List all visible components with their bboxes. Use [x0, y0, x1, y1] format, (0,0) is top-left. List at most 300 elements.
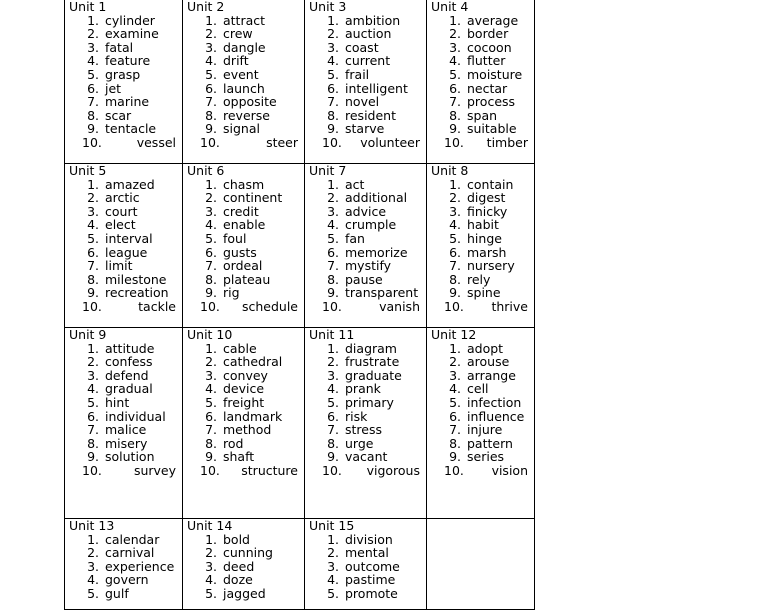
vocab-word: league	[105, 244, 148, 260]
unit-cell	[65, 328, 183, 519]
list-item	[187, 410, 304, 424]
list-item	[309, 382, 426, 396]
unit-title: Unit 5	[69, 163, 107, 178]
item-number: 8.	[87, 435, 99, 451]
item-number: 1.	[449, 12, 461, 28]
item-number: 3.	[327, 558, 339, 574]
item-number: 4.	[205, 217, 217, 233]
list-item	[69, 410, 182, 424]
vocab-word: graduate	[345, 367, 402, 383]
item-number: 3.	[449, 367, 461, 383]
vocab-word: rely	[467, 271, 491, 287]
item-number: 1.	[205, 176, 217, 192]
item-number: 9.	[449, 121, 461, 137]
list-item	[187, 273, 304, 287]
list-item	[69, 232, 182, 246]
vocab-word: crumple	[345, 217, 397, 233]
item-number: 2.	[87, 190, 99, 206]
table-row	[65, 328, 535, 519]
list-item	[431, 68, 534, 82]
list-item	[69, 54, 182, 68]
item-number: 9.	[449, 449, 461, 465]
item-number: 8.	[327, 271, 339, 287]
vocab-word: starve	[345, 121, 385, 137]
list-item	[309, 109, 426, 123]
list-item	[309, 191, 426, 205]
vocab-word: average	[467, 12, 519, 28]
item-number: 4.	[87, 381, 99, 397]
unit-cell	[305, 0, 427, 164]
item-number: 5.	[87, 585, 99, 601]
word-list	[69, 342, 182, 478]
item-number: 7.	[205, 94, 217, 110]
list-item	[309, 246, 426, 260]
vocab-word: act	[345, 176, 365, 192]
item-number: 5.	[449, 394, 461, 410]
list-item	[309, 355, 426, 369]
word-list	[431, 14, 534, 150]
item-number: 6.	[205, 80, 217, 96]
vocab-word: cable	[223, 340, 257, 356]
item-number: 8.	[205, 107, 217, 123]
list-item	[431, 355, 534, 369]
item-number: 1.	[327, 531, 339, 547]
vocab-word: resident	[345, 107, 396, 123]
item-number: 7.	[327, 422, 339, 438]
item-number: 6.	[87, 244, 99, 260]
vocab-word: launch	[223, 80, 265, 96]
list-item	[309, 136, 426, 150]
vocab-word: elect	[105, 217, 136, 233]
list-item	[187, 54, 304, 68]
item-number: 5.	[205, 230, 217, 246]
list-item	[187, 14, 304, 28]
vocab-word: fatal	[105, 39, 134, 55]
item-number: 6.	[449, 408, 461, 424]
vocab-word: vanish	[379, 298, 420, 314]
vocab-word: grasp	[105, 66, 141, 82]
unit-cell	[427, 328, 535, 519]
item-number: 8.	[87, 271, 99, 287]
vocab-word: carnival	[105, 545, 155, 561]
item-number: 7.	[87, 94, 99, 110]
list-item	[187, 246, 304, 260]
vocab-word: solution	[105, 449, 155, 465]
unit-title: Unit 4	[431, 0, 469, 14]
vocab-word: scar	[105, 107, 132, 123]
vocab-word: shaft	[223, 449, 255, 465]
vocab-word: foul	[223, 230, 247, 246]
item-number: 1.	[449, 340, 461, 356]
list-item	[309, 450, 426, 464]
vocab-word: confess	[105, 354, 153, 370]
item-number: 5.	[205, 585, 217, 601]
vocab-word: moisture	[467, 66, 523, 82]
vocab-word: primary	[345, 394, 394, 410]
item-number: 1.	[205, 340, 217, 356]
unit-cell	[183, 519, 305, 610]
item-number: 5.	[449, 230, 461, 246]
unit-cell	[65, 0, 183, 164]
list-item	[309, 259, 426, 273]
item-number: 9.	[205, 285, 217, 301]
list-item	[69, 273, 182, 287]
list-item	[431, 14, 534, 28]
item-number: 2.	[449, 354, 461, 370]
unit-cell	[183, 328, 305, 519]
list-item	[431, 450, 534, 464]
unit-cell	[183, 0, 305, 164]
vocab-word: transparent	[345, 285, 419, 301]
list-item	[309, 27, 426, 41]
item-number: 9.	[87, 121, 99, 137]
item-number: 2.	[87, 354, 99, 370]
item-number: 2.	[205, 190, 217, 206]
vocab-word: deed	[223, 558, 255, 574]
list-item	[309, 218, 426, 232]
item-number: 3.	[87, 367, 99, 383]
list-item	[187, 218, 304, 232]
vocab-word: gradual	[105, 381, 153, 397]
unit-cell	[65, 519, 183, 610]
word-list	[69, 14, 182, 150]
vocab-word: recreation	[105, 285, 169, 301]
item-number: 5.	[327, 66, 339, 82]
list-item	[187, 109, 304, 123]
vocab-word: finicky	[467, 203, 508, 219]
list-item	[187, 205, 304, 219]
word-list	[309, 533, 426, 601]
vocab-word: interval	[105, 230, 153, 246]
vocab-word: fan	[345, 230, 365, 246]
list-item	[69, 300, 182, 314]
unit-title: Unit 10	[187, 327, 233, 342]
vocab-word: hinge	[467, 230, 502, 246]
unit-cell	[183, 164, 305, 328]
item-number: 6.	[205, 244, 217, 260]
list-item	[309, 14, 426, 28]
item-number: 2.	[205, 26, 217, 42]
list-item	[431, 82, 534, 96]
vocab-word: gusts	[223, 244, 257, 260]
item-number: 7.	[449, 422, 461, 438]
item-number: 8.	[87, 107, 99, 123]
item-number: 4.	[327, 572, 339, 588]
item-number: 6.	[449, 244, 461, 260]
list-item	[187, 259, 304, 273]
item-number: 9.	[87, 449, 99, 465]
vocab-word: attract	[223, 12, 266, 28]
item-number: 8.	[449, 435, 461, 451]
item-number: 3.	[205, 558, 217, 574]
list-item	[69, 178, 182, 192]
list-item	[187, 178, 304, 192]
vocab-word: dangle	[223, 39, 266, 55]
list-item	[187, 122, 304, 136]
vocab-word: advice	[345, 203, 387, 219]
list-item	[69, 396, 182, 410]
item-number: 7.	[327, 258, 339, 274]
vocab-word: process	[467, 94, 516, 110]
list-item	[187, 232, 304, 246]
list-item	[187, 68, 304, 82]
vocab-word: influence	[467, 408, 525, 424]
unit-title: Unit 8	[431, 163, 469, 178]
item-number: 10.	[82, 462, 102, 478]
list-item	[431, 109, 534, 123]
item-number: 3.	[87, 39, 99, 55]
vocab-word: additional	[345, 190, 408, 206]
item-number: 5.	[327, 230, 339, 246]
vocab-word: drift	[223, 53, 249, 69]
item-number: 6.	[87, 408, 99, 424]
item-number: 1.	[205, 531, 217, 547]
list-item	[187, 342, 304, 356]
list-item	[431, 423, 534, 437]
vocab-word: injure	[467, 422, 503, 438]
list-item	[187, 191, 304, 205]
item-number: 2.	[87, 545, 99, 561]
list-item	[431, 300, 534, 314]
item-number: 3.	[327, 203, 339, 219]
item-number: 4.	[205, 381, 217, 397]
vocab-word: cylinder	[105, 12, 155, 28]
list-item	[431, 369, 534, 383]
vocab-word: attitude	[105, 340, 155, 356]
list-item	[69, 450, 182, 464]
item-number: 9.	[205, 449, 217, 465]
vocab-word: auction	[345, 26, 392, 42]
vocab-word: method	[223, 422, 272, 438]
vocab-word: cocoon	[467, 39, 512, 55]
unit-title: Unit 1	[69, 0, 107, 14]
list-item	[431, 464, 534, 478]
list-item	[69, 122, 182, 136]
unit-title: Unit 6	[187, 163, 225, 178]
vocab-word: border	[467, 26, 509, 42]
list-item	[309, 464, 426, 478]
list-item	[431, 342, 534, 356]
vocab-word: cunning	[223, 545, 273, 561]
item-number: 5.	[205, 394, 217, 410]
item-number: 4.	[449, 381, 461, 397]
list-item	[69, 191, 182, 205]
item-number: 4.	[87, 217, 99, 233]
list-item	[431, 382, 534, 396]
item-number: 3.	[327, 39, 339, 55]
item-number: 7.	[205, 258, 217, 274]
vocab-word: landmark	[223, 408, 283, 424]
item-number: 6.	[205, 408, 217, 424]
vocab-word: nectar	[467, 80, 508, 96]
vocab-word: freight	[223, 394, 265, 410]
vocab-word: milestone	[105, 271, 167, 287]
list-item	[187, 573, 304, 587]
list-item	[309, 369, 426, 383]
item-number: 5.	[449, 66, 461, 82]
list-item	[69, 546, 182, 560]
item-number: 1.	[87, 12, 99, 28]
item-number: 1.	[87, 531, 99, 547]
item-number: 4.	[327, 381, 339, 397]
list-item	[187, 396, 304, 410]
list-item	[69, 109, 182, 123]
item-number: 8.	[205, 435, 217, 451]
item-number: 2.	[449, 190, 461, 206]
list-item	[309, 41, 426, 55]
unit-title: Unit 3	[309, 0, 347, 14]
vocab-word: pattern	[467, 435, 513, 451]
unit-title: Unit 9	[69, 327, 107, 342]
vocab-word: misery	[105, 435, 148, 451]
word-list	[69, 178, 182, 314]
list-item	[309, 300, 426, 314]
vocab-word: limit	[105, 258, 133, 274]
list-item	[69, 205, 182, 219]
vocab-word: marsh	[467, 244, 507, 260]
list-item	[431, 41, 534, 55]
list-item	[69, 82, 182, 96]
item-number: 5.	[87, 394, 99, 410]
unit-title: Unit 12	[431, 327, 477, 342]
vocab-word: pastime	[345, 572, 396, 588]
list-item	[309, 178, 426, 192]
item-number: 1.	[449, 176, 461, 192]
list-item	[69, 14, 182, 28]
vocab-word: survey	[133, 462, 176, 478]
list-item	[187, 533, 304, 547]
vocab-word: infection	[467, 394, 522, 410]
vocab-word: frail	[345, 66, 370, 82]
item-number: 5.	[87, 230, 99, 246]
word-list	[187, 14, 304, 150]
vocab-word: schedule	[241, 298, 298, 314]
item-number: 4.	[327, 217, 339, 233]
list-item	[431, 122, 534, 136]
item-number: 3.	[205, 39, 217, 55]
list-item	[187, 369, 304, 383]
vocab-word: marine	[105, 94, 150, 110]
list-item	[431, 437, 534, 451]
list-item	[187, 82, 304, 96]
list-item	[187, 464, 304, 478]
list-item	[431, 54, 534, 68]
item-number: 7.	[449, 258, 461, 274]
vocab-word: series	[467, 449, 505, 465]
item-number: 2.	[205, 354, 217, 370]
vocab-word: stress	[345, 422, 382, 438]
list-item	[69, 246, 182, 260]
list-item	[309, 205, 426, 219]
unit-title: Unit 14	[187, 518, 233, 533]
list-item	[187, 136, 304, 150]
item-number: 3.	[327, 367, 339, 383]
vocab-word: bold	[223, 531, 250, 547]
item-number: 2.	[327, 26, 339, 42]
vocab-word: govern	[105, 572, 149, 588]
word-list	[309, 14, 426, 150]
list-item	[309, 54, 426, 68]
list-item	[187, 41, 304, 55]
vocab-word: flutter	[467, 53, 506, 69]
item-number: 10.	[200, 134, 220, 150]
item-number: 10.	[444, 298, 464, 314]
item-number: 2.	[205, 545, 217, 561]
vocab-word: hint	[105, 394, 130, 410]
table-row	[65, 0, 535, 164]
item-number: 5.	[205, 66, 217, 82]
item-number: 2.	[449, 26, 461, 42]
list-item	[69, 342, 182, 356]
list-item	[431, 232, 534, 246]
item-number: 6.	[327, 244, 339, 260]
item-number: 2.	[327, 190, 339, 206]
item-number: 3.	[449, 39, 461, 55]
vocab-word: frustrate	[345, 354, 400, 370]
vocab-word: thrive	[491, 298, 528, 314]
unit-title: Unit 13	[69, 518, 115, 533]
list-item	[69, 560, 182, 574]
item-number: 8.	[449, 271, 461, 287]
item-number: 7.	[205, 422, 217, 438]
item-number: 4.	[205, 572, 217, 588]
unit-cell	[427, 164, 535, 328]
item-number: 9.	[327, 121, 339, 137]
item-number: 2.	[327, 545, 339, 561]
list-item	[431, 136, 534, 150]
vocab-word: calendar	[105, 531, 160, 547]
list-item	[309, 437, 426, 451]
list-item	[309, 273, 426, 287]
table-row	[65, 519, 535, 610]
item-number: 1.	[327, 340, 339, 356]
list-item	[187, 437, 304, 451]
vocab-word: novel	[345, 94, 380, 110]
item-number: 4.	[327, 53, 339, 69]
item-number: 1.	[327, 12, 339, 28]
vocab-word: rod	[223, 435, 244, 451]
vocab-word: experience	[105, 558, 175, 574]
vocab-word: arctic	[105, 190, 140, 206]
vocab-word: convey	[223, 367, 268, 383]
list-item	[309, 342, 426, 356]
item-number: 4.	[205, 53, 217, 69]
vocab-word: amazed	[105, 176, 155, 192]
item-number: 3.	[449, 203, 461, 219]
unit-title: Unit 11	[309, 327, 355, 342]
list-item	[431, 218, 534, 232]
vocab-word: current	[345, 53, 391, 69]
item-number: 8.	[449, 107, 461, 123]
vocab-word: continent	[223, 190, 283, 206]
item-number: 1.	[327, 176, 339, 192]
list-item	[431, 95, 534, 109]
list-item	[69, 464, 182, 478]
vocab-word: signal	[223, 121, 260, 137]
vocab-word: doze	[223, 572, 253, 588]
item-number: 6.	[449, 80, 461, 96]
vocab-word: intelligent	[345, 80, 408, 96]
item-number: 1.	[205, 12, 217, 28]
list-item	[69, 68, 182, 82]
list-item	[431, 205, 534, 219]
list-item	[309, 410, 426, 424]
item-number: 1.	[87, 176, 99, 192]
vocab-word: ambition	[345, 12, 401, 28]
table-row	[65, 164, 535, 328]
list-item	[309, 232, 426, 246]
list-item	[309, 560, 426, 574]
